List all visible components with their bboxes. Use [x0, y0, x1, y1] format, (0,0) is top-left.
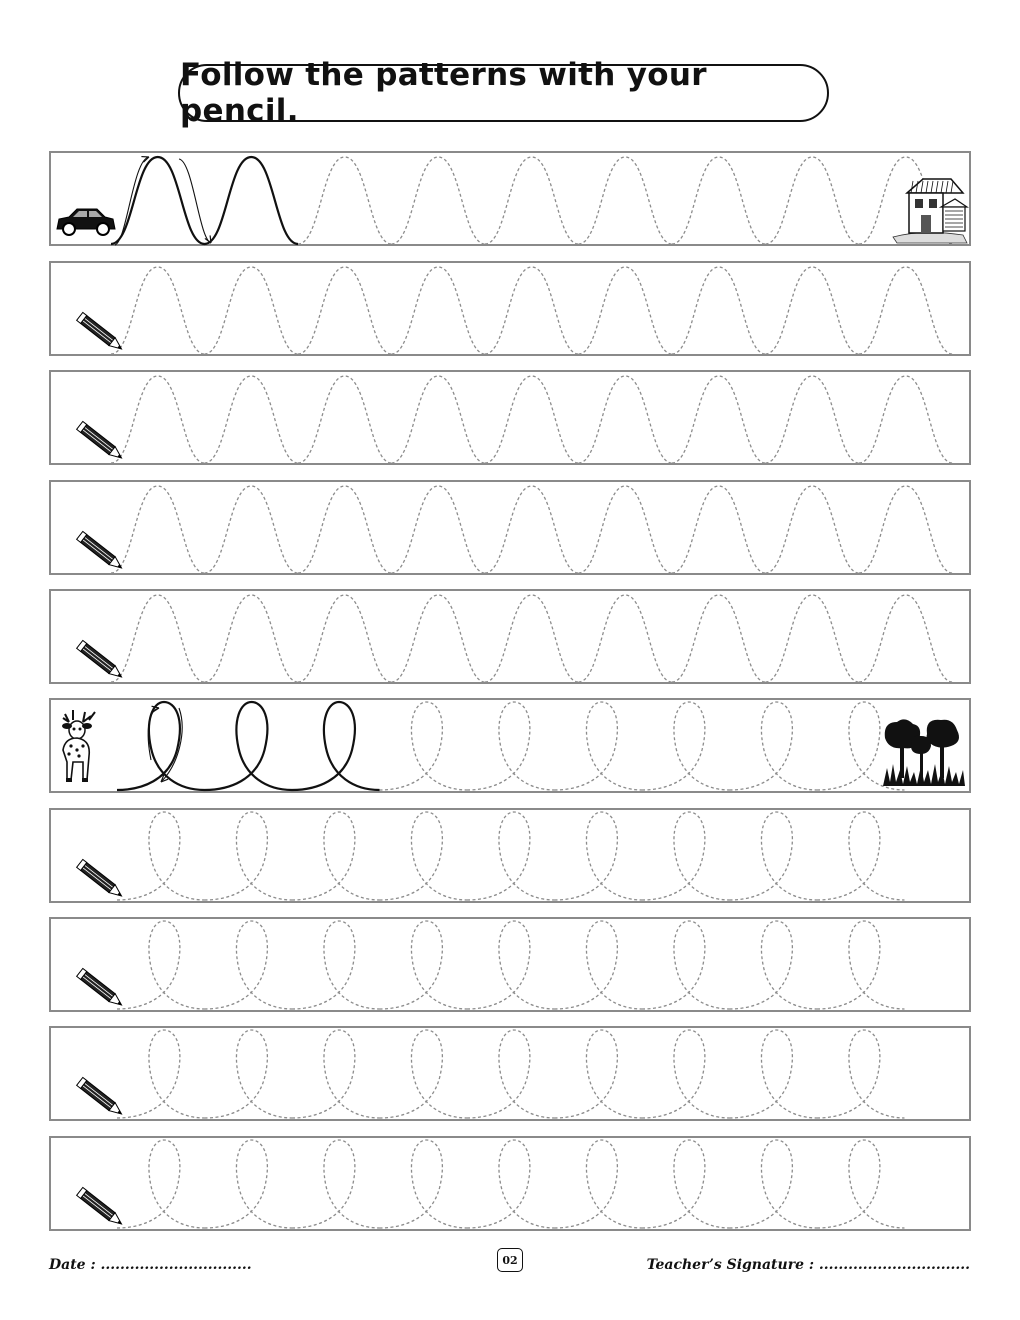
dotted-loop-segment — [467, 812, 555, 900]
dotted-loop-segment — [730, 1030, 818, 1118]
dotted-loop-segment — [292, 812, 380, 900]
dotted-wave-segment — [672, 486, 766, 573]
dotted-wave-segment — [205, 267, 299, 354]
dotted-wave-segment — [298, 376, 392, 463]
dotted-loop-segment — [642, 921, 730, 1009]
dotted-loop-segment — [642, 812, 730, 900]
dotted-wave-segment — [579, 486, 673, 573]
car-icon — [57, 209, 115, 235]
solid-loop-segment — [205, 702, 293, 790]
dotted-wave-segment — [766, 267, 860, 354]
dotted-wave-segment — [205, 595, 299, 682]
dotted-loop-segment — [642, 702, 730, 790]
dotted-wave-segment — [111, 376, 205, 463]
dotted-wave-segment — [298, 486, 392, 573]
tracing-row-1[interactable] — [49, 151, 971, 246]
dotted-wave-segment — [205, 376, 299, 463]
dotted-loop-segment — [117, 812, 205, 900]
page-number: 02 — [497, 1248, 523, 1272]
dotted-loop-segment — [205, 1030, 293, 1118]
dotted-wave-segment — [392, 376, 486, 463]
title-box — [178, 57, 829, 129]
trees-icon — [883, 719, 965, 786]
dotted-loop-segment — [555, 812, 643, 900]
tracing-row-9[interactable] — [49, 1026, 971, 1121]
dotted-loop-segment — [467, 1140, 555, 1228]
dotted-loop-segment — [642, 1030, 730, 1118]
dotted-wave-segment — [392, 486, 486, 573]
dotted-wave-segment — [485, 267, 579, 354]
dotted-loop-segment — [205, 812, 293, 900]
dotted-loop-segment — [380, 1030, 468, 1118]
dotted-loop-segment — [555, 1140, 643, 1228]
dotted-wave-segment — [111, 267, 205, 354]
dotted-loop-segment — [730, 702, 818, 790]
guide-arrow-down — [179, 159, 211, 243]
tracing-row-10[interactable] — [49, 1136, 971, 1231]
dotted-loop-segment — [817, 1030, 905, 1118]
dotted-wave-segment — [111, 595, 205, 682]
pencil-icon — [77, 968, 125, 1009]
dotted-loop-segment — [380, 812, 468, 900]
dotted-loop-segment — [380, 702, 468, 790]
dotted-loop-segment — [467, 702, 555, 790]
dotted-wave-segment — [111, 486, 205, 573]
tracing-row-6[interactable] — [49, 698, 971, 793]
pencil-icon — [77, 1077, 125, 1118]
solid-wave-segment — [205, 157, 299, 244]
dotted-wave-segment — [392, 595, 486, 682]
date-field[interactable]: Date : ............................... — [49, 1257, 252, 1273]
dotted-wave-segment — [579, 157, 673, 244]
dotted-loop-segment — [555, 1030, 643, 1118]
dotted-loop-segment — [555, 921, 643, 1009]
dotted-loop-segment — [730, 812, 818, 900]
dotted-wave-segment — [485, 486, 579, 573]
tracing-row-3[interactable] — [49, 370, 971, 465]
deer-icon — [62, 710, 95, 782]
dotted-loop-segment — [205, 921, 293, 1009]
dotted-wave-segment — [579, 267, 673, 354]
dotted-loop-segment — [730, 1140, 818, 1228]
dotted-loop-segment — [817, 921, 905, 1009]
dotted-wave-segment — [579, 376, 673, 463]
solid-wave-segment — [111, 157, 205, 244]
dotted-wave-segment — [672, 157, 766, 244]
page-title: Follow the patterns with your pencil. — [180, 57, 707, 129]
dotted-loop-segment — [730, 921, 818, 1009]
dotted-wave-segment — [766, 486, 860, 573]
pencil-icon — [77, 1187, 125, 1228]
tracing-row-2[interactable] — [49, 261, 971, 356]
dotted-loop-segment — [555, 702, 643, 790]
pencil-icon — [77, 312, 125, 353]
pencil-icon — [77, 531, 125, 572]
dotted-wave-segment — [859, 486, 953, 573]
dotted-loop-segment — [467, 921, 555, 1009]
dotted-loop-segment — [380, 1140, 468, 1228]
dotted-wave-segment — [766, 376, 860, 463]
dotted-loop-segment — [292, 921, 380, 1009]
tracing-row-7[interactable] — [49, 808, 971, 903]
dotted-loop-segment — [642, 1140, 730, 1228]
dotted-loop-segment — [817, 812, 905, 900]
dotted-wave-segment — [672, 595, 766, 682]
dotted-loop-segment — [292, 1140, 380, 1228]
dotted-wave-segment — [859, 267, 953, 354]
dotted-loop-segment — [117, 1140, 205, 1228]
dotted-wave-segment — [392, 157, 486, 244]
house-icon — [893, 179, 967, 243]
dotted-wave-segment — [859, 376, 953, 463]
dotted-wave-segment — [205, 486, 299, 573]
dotted-wave-segment — [392, 267, 486, 354]
dotted-wave-segment — [298, 595, 392, 682]
dotted-wave-segment — [485, 157, 579, 244]
solid-loop-segment — [292, 702, 380, 790]
dotted-loop-segment — [292, 1030, 380, 1118]
dotted-wave-segment — [672, 267, 766, 354]
dotted-wave-segment — [298, 267, 392, 354]
tracing-row-8[interactable] — [49, 917, 971, 1012]
dotted-loop-segment — [380, 921, 468, 1009]
pencil-icon — [77, 640, 125, 681]
dotted-wave-segment — [859, 595, 953, 682]
teacher-signature-field[interactable]: Teacher’s Signature : ............................... — [646, 1257, 970, 1273]
dotted-loop-segment — [817, 1140, 905, 1228]
dotted-loop-segment — [117, 921, 205, 1009]
dotted-wave-segment — [672, 376, 766, 463]
dotted-wave-segment — [579, 595, 673, 682]
dotted-wave-segment — [485, 595, 579, 682]
dotted-loop-segment — [467, 1030, 555, 1118]
tracing-row-5[interactable] — [49, 589, 971, 684]
pencil-icon — [77, 421, 125, 462]
pencil-icon — [77, 859, 125, 900]
dotted-wave-segment — [485, 376, 579, 463]
tracing-row-4[interactable] — [49, 480, 971, 575]
dotted-wave-segment — [766, 157, 860, 244]
dotted-wave-segment — [766, 595, 860, 682]
solid-loop-segment — [117, 702, 205, 790]
dotted-loop-segment — [205, 1140, 293, 1228]
dotted-loop-segment — [117, 1030, 205, 1118]
dotted-wave-segment — [298, 157, 392, 244]
